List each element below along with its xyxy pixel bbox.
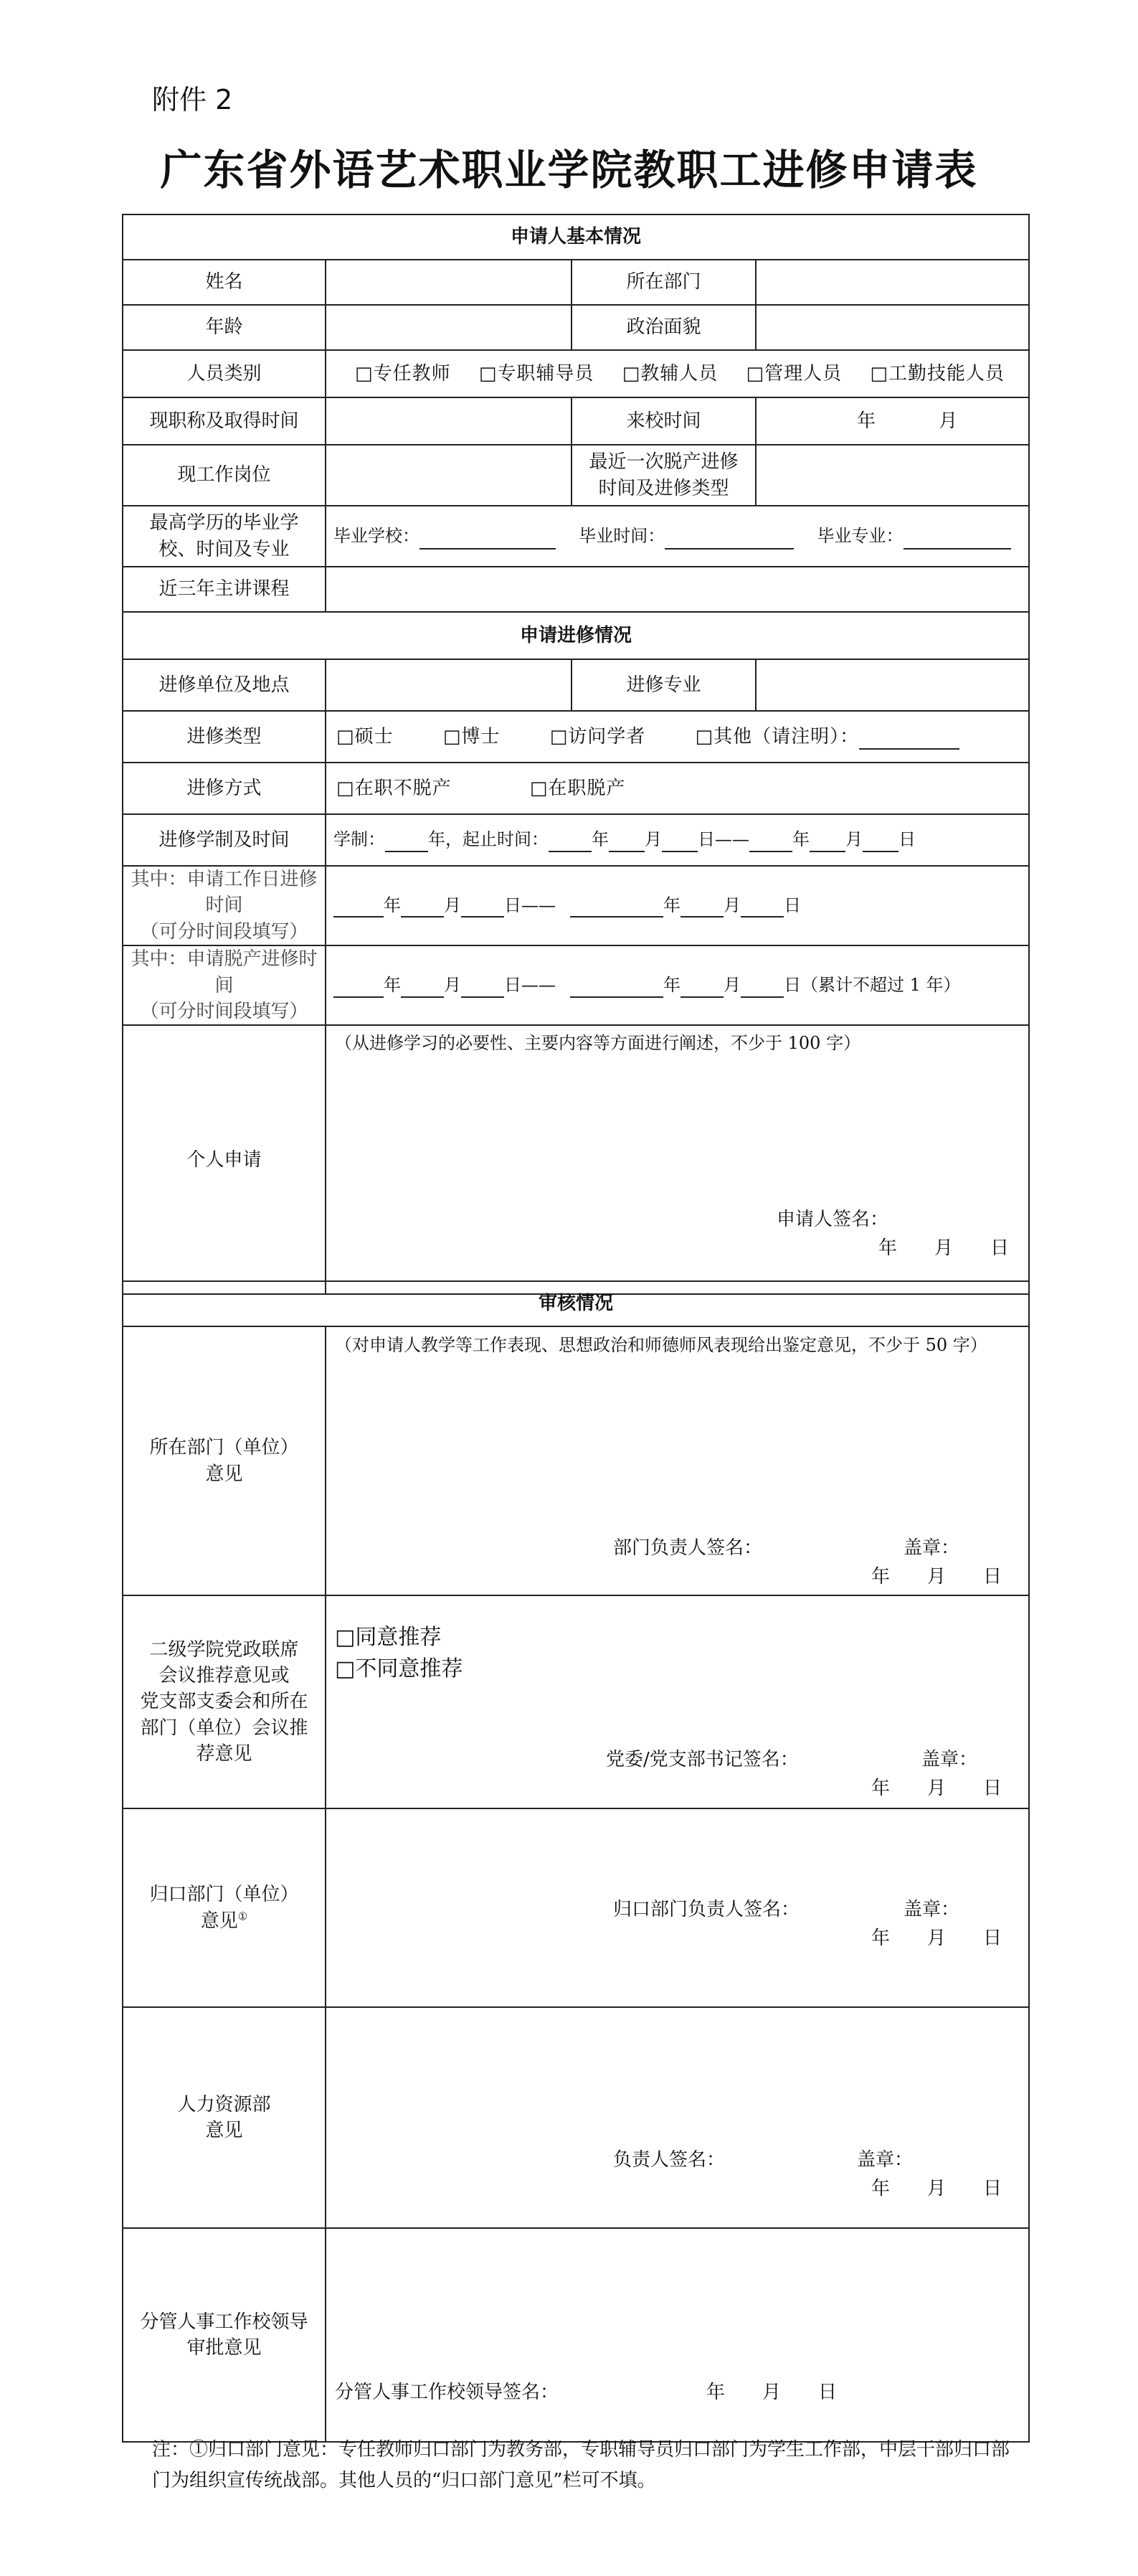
hr-signature-label: 负责人签名： <box>613 2149 726 2171</box>
post-label: 现工作岗位 <box>123 445 326 506</box>
age-field[interactable] <box>326 305 572 350</box>
ft-end-year-unit: 年 <box>663 974 681 995</box>
personal-application-field[interactable] <box>326 1025 1029 1294</box>
section-review-header: 审核情况 <box>123 1281 1029 1326</box>
hr-date: 年 月 日 <box>871 2178 1002 2199</box>
review-table <box>122 1280 1030 2443</box>
workday-study-line-1: 其中：申请工作日进修时间 <box>131 869 318 917</box>
central-seal-label: 盖章： <box>904 1899 960 1920</box>
education-line-1: 最高学历的毕业学 <box>149 512 299 534</box>
college-line-3: 党支部支委会和所在 <box>140 1691 308 1713</box>
study-type-visiting[interactable]: □访问学者 <box>549 725 646 747</box>
ft-end-month-blank[interactable] <box>681 975 724 998</box>
party-seal-label: 盖章： <box>921 1749 978 1770</box>
wd-start-day-unit: 日 <box>504 895 521 915</box>
ft-end-day-blank[interactable] <box>741 975 784 998</box>
recommend-options[interactable] <box>335 1622 463 1684</box>
study-type-doctor[interactable]: □博士 <box>442 725 501 747</box>
section-basic-header: 申请人基本情况 <box>123 214 1029 260</box>
wd-end-month-blank[interactable] <box>681 895 724 917</box>
leader-line-1: 分管人事工作校领导 <box>140 2311 308 2333</box>
title-time-field[interactable] <box>326 397 572 445</box>
central-date: 年 月 日 <box>871 1928 1002 1949</box>
central-signature-label: 归口部门负责人签名： <box>613 1899 800 1920</box>
ft-end-month-unit: 月 <box>724 974 741 995</box>
dept-seal-label: 盖章： <box>904 1537 960 1559</box>
start-day-unit: 日 <box>698 829 715 850</box>
edu-time-blank[interactable] <box>665 527 794 549</box>
wd-start-year-unit: 年 <box>384 895 401 915</box>
post-field[interactable] <box>326 445 572 506</box>
central-line-2: 意见 <box>200 1910 238 1932</box>
party-date: 年 月 日 <box>871 1778 1002 1799</box>
college-line-4: 部门（单位）会议推 <box>140 1717 308 1739</box>
start-year-unit: 年 <box>592 829 609 850</box>
age-label: 年龄 <box>123 305 326 350</box>
category-option-assistant[interactable]: □教辅人员 <box>622 362 719 384</box>
central-dept-opinion-label <box>123 1808 326 2007</box>
section-study-header: 申请进修情况 <box>123 612 1029 659</box>
party-signature-label: 党委/党支部书记签名： <box>606 1749 799 1770</box>
ft-end-year-blank[interactable] <box>570 975 663 998</box>
recent-study-label <box>572 445 756 506</box>
department-label: 所在部门 <box>572 260 756 305</box>
study-major-label: 进修专业 <box>572 659 756 711</box>
personal-application-hint: （从进修学习的必要性、主要内容等方面进行阐述，不少于 100 字） <box>335 1033 861 1054</box>
study-mode-options[interactable] <box>326 763 1029 814</box>
arrival-label: 来校时间 <box>572 397 756 445</box>
college-opinion-label <box>123 1595 326 1808</box>
study-type-other-blank[interactable] <box>859 727 959 750</box>
edu-school-blank[interactable] <box>419 527 556 549</box>
category-label: 人员类别 <box>123 350 326 397</box>
edu-school-label: 毕业学校： <box>333 526 419 547</box>
ft-end-day-unit: 日 <box>784 974 801 995</box>
department-field[interactable] <box>756 260 1029 305</box>
dept-opinion-line-2: 意见 <box>205 1463 243 1485</box>
college-line-5: 荐意见 <box>196 1743 252 1765</box>
study-unit-label: 进修单位及地点 <box>123 659 326 711</box>
workday-study-field[interactable] <box>326 866 1029 945</box>
applicant-date: 年 月 日 <box>878 1237 1010 1260</box>
ft-dash: —— <box>521 974 556 995</box>
education-line-2: 校、时间及专业 <box>158 538 290 560</box>
hr-opinion-label <box>123 2007 326 2228</box>
leader-line-2: 审批意见 <box>186 2337 262 2359</box>
xuezhi-year-label: 年，起止时间： <box>428 829 549 850</box>
edu-major-blank[interactable] <box>904 527 1011 549</box>
wd-end-day-unit: 日 <box>784 895 801 915</box>
study-mode-fulltime[interactable]: □在职脱产 <box>529 777 626 799</box>
wd-end-month-unit: 月 <box>724 895 741 915</box>
fulltime-study-line-1: 其中：申请脱产进修时间 <box>131 948 318 996</box>
wd-start-month-blank[interactable] <box>401 895 444 917</box>
dept-opinion-hint: （对申请人教学等工作表现、思想政治和师德师风表现给出鉴定意见，不少于 50 字） <box>335 1335 987 1355</box>
edu-time-label: 毕业时间： <box>579 526 665 547</box>
category-option-counselor[interactable]: □专职辅导员 <box>478 362 594 384</box>
hr-line-2: 意见 <box>205 2120 243 2141</box>
college-line-2: 会议推荐意见或 <box>158 1664 290 1686</box>
recent-study-line-2: 时间及进修类型 <box>598 477 729 499</box>
end-day-unit: 日 <box>898 829 916 850</box>
wd-end-year-unit: 年 <box>663 895 681 915</box>
wd-end-year-blank[interactable] <box>570 895 663 917</box>
leader-approval-label <box>123 2228 326 2442</box>
leader-date: 年 月 日 <box>706 2382 838 2403</box>
arrival-month: 月 <box>939 410 958 432</box>
workday-study-line-2: （可分时间段填写） <box>140 920 308 943</box>
wd-start-day-blank[interactable] <box>461 895 504 917</box>
xuezhi-label: 学制： <box>333 829 385 850</box>
study-mode-parttime[interactable]: □在职不脱产 <box>336 777 452 799</box>
start-year-blank[interactable] <box>549 829 592 852</box>
ft-start-year-blank[interactable] <box>333 975 384 998</box>
name-field[interactable] <box>326 260 572 305</box>
politics-label: 政治面貌 <box>572 305 756 350</box>
arrival-year: 年 <box>857 410 876 432</box>
personal-application-label: 个人申请 <box>123 1025 326 1294</box>
ft-start-day-unit: 日 <box>504 974 521 995</box>
title-time-label: 现职称及取得时间 <box>123 397 326 445</box>
study-type-label: 进修类型 <box>123 711 326 763</box>
dept-opinion-label <box>123 1326 326 1595</box>
dept-opinion-field[interactable] <box>326 1326 1029 1595</box>
disagree-checkbox[interactable]: □不同意推荐 <box>335 1656 463 1681</box>
end-year-unit: 年 <box>792 829 810 850</box>
study-type-options[interactable] <box>326 711 1029 763</box>
name-label: 姓名 <box>123 260 326 305</box>
recent-study-line-1: 最近一次脱产进修 <box>589 451 739 473</box>
dept-opinion-line-1: 所在部门（单位） <box>149 1437 299 1459</box>
wd-dash: —— <box>521 895 556 915</box>
start-day-blank[interactable] <box>662 829 698 852</box>
courses-label: 近三年主讲课程 <box>123 567 326 612</box>
end-year-blank[interactable] <box>749 829 792 852</box>
applicant-signature-label: 申请人签名： <box>777 1209 889 1231</box>
fulltime-study-field[interactable] <box>326 945 1029 1025</box>
hr-line-1: 人力资源部 <box>177 2093 271 2115</box>
ft-start-month-unit: 月 <box>444 974 461 995</box>
workday-study-label <box>123 866 326 945</box>
leader-signature-label: 分管人事工作校领导签名： <box>335 2382 559 2403</box>
wd-start-year-blank[interactable] <box>333 895 384 917</box>
study-duration-field[interactable] <box>326 814 1029 866</box>
category-option-manager[interactable]: □管理人员 <box>746 362 843 384</box>
ft-start-day-blank[interactable] <box>461 975 504 998</box>
wd-start-month-unit: 月 <box>444 895 461 915</box>
study-type-master[interactable]: □硕士 <box>336 725 394 747</box>
hr-seal-label: 盖章： <box>857 2149 914 2171</box>
category-option-worker[interactable]: □工勤技能人员 <box>870 362 1005 384</box>
leader-approval-field[interactable] <box>326 2228 1029 2442</box>
wd-end-day-blank[interactable] <box>741 895 784 917</box>
college-line-1: 二级学院党政联席 <box>149 1638 299 1661</box>
hr-opinion-field[interactable] <box>326 2007 1029 2228</box>
education-label <box>123 506 326 567</box>
ft-start-year-unit: 年 <box>384 974 401 995</box>
category-options[interactable] <box>326 350 1029 397</box>
dept-head-signature-label: 部门负责人签名： <box>613 1537 763 1559</box>
edu-major-label: 毕业专业： <box>817 526 904 547</box>
dept-date: 年 月 日 <box>871 1566 1002 1587</box>
study-mode-label: 进修方式 <box>123 763 326 814</box>
fulltime-cap-note: （累计不超过 1 年） <box>801 974 961 995</box>
end-month-blank[interactable] <box>810 829 845 852</box>
politics-field[interactable] <box>756 305 1029 350</box>
recent-study-field[interactable] <box>756 445 1029 506</box>
category-option-teacher[interactable]: □专任教师 <box>355 362 451 384</box>
fulltime-study-line-2: （可分时间段填写） <box>140 1000 308 1022</box>
ft-start-month-blank[interactable] <box>401 975 444 998</box>
study-major-field[interactable] <box>756 659 1029 711</box>
start-month-blank[interactable] <box>609 829 645 852</box>
study-duration-label: 进修学制及时间 <box>123 814 326 866</box>
start-month-unit: 月 <box>645 829 662 850</box>
study-unit-field[interactable] <box>326 659 572 711</box>
education-field[interactable] <box>326 506 1029 567</box>
central-footnote-mark: ① <box>237 1909 248 1922</box>
arrival-field[interactable] <box>756 397 1029 445</box>
college-opinion-field[interactable] <box>326 1595 1029 1808</box>
xuezhi-blank[interactable] <box>385 829 428 852</box>
form-title: 广东省外语艺术职业学院教职工进修申请表 <box>160 146 978 194</box>
footnote: 注：①归口部门意见：专任教师归口部门为教务部，专职辅导员归口部门为学生工作部，中层干部归口部门为组织宣传统战部。其他人员的“归口部门意见”栏可不填。 <box>152 2439 1010 2491</box>
study-type-other[interactable]: □其他（请注明）： <box>695 725 860 747</box>
range-dash: —— <box>715 829 749 850</box>
fulltime-study-label <box>123 945 326 1025</box>
central-line-1: 归口部门（单位） <box>149 1884 299 1906</box>
courses-field[interactable] <box>326 567 1029 612</box>
attachment-label: 附件 2 <box>152 84 233 115</box>
central-dept-opinion-field[interactable] <box>326 1808 1029 2007</box>
agree-checkbox[interactable]: □同意推荐 <box>335 1625 442 1650</box>
end-day-blank[interactable] <box>863 829 898 852</box>
end-month-unit: 月 <box>845 829 863 850</box>
application-table <box>122 214 1030 1295</box>
